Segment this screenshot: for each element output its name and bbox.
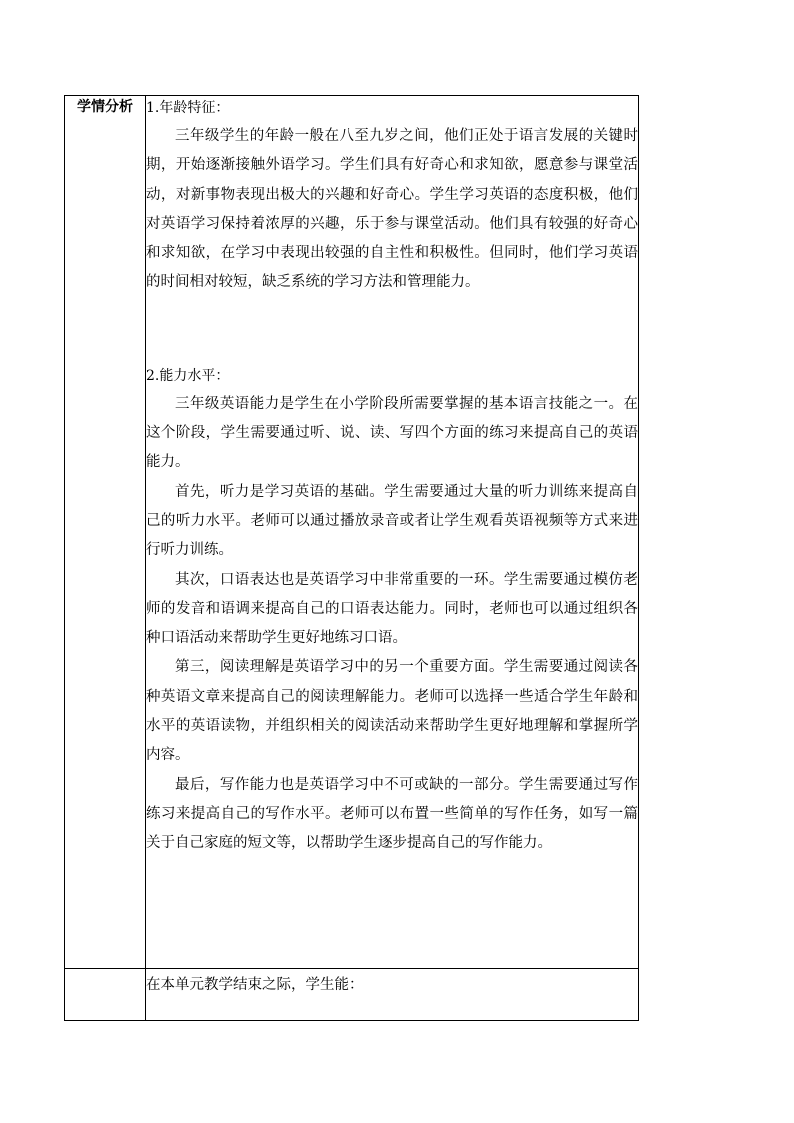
objectives-row xyxy=(65,969,639,1021)
paragraph: 首先，听力是学习英语的基础。学生需要通过大量的听力训练来提高自己的听力水平。老师可以通过播放录音或者让学生观看英语视频等方式来进行听力训练。 xyxy=(146,483,638,559)
section-title-age: 1.年龄特征： xyxy=(146,100,230,116)
paragraph: 三年级学生的年龄一般在八至九岁之间，他们正处于语言发展的关键时期，开始逐渐接触外语学习。学生们具有好奇心和求知欲，愿意参与课堂活动，对新事物表现出极大的兴趣和好奇心。学生学习英语的态度积极，他们对英语学习保持着浓厚的兴趣，乐于参与课堂活动。他们具有较强的好奇心和求知欲，在学习中表现出较强的自主性和积极性。但同时，他们学习英语的时间相对较短，缺乏系统的学习方法和管理能力。 xyxy=(146,128,638,291)
section-spacer xyxy=(146,298,638,364)
row-label: 学情分析 xyxy=(77,99,133,115)
section-title-ability: 2.能力水平： xyxy=(146,367,230,384)
row-label-cell xyxy=(65,96,146,969)
paragraph: 第三，阅读理解是英语学习中的另一个重要方面。学生需要通过阅读各种英语文章来提高自己的阅读理解能力。老师可以选择一些适合学生年龄和水平的英语读物，并组织相关的阅读活动来帮助学生更好地理解和掌握所学内容。 xyxy=(146,659,638,764)
paragraph: 其次，口语表达也是英语学习中非常重要的一环。学生需要通过模仿老师的发音和语调来提高自己的口语表达能力。同时，老师也可以通过组织各种口语活动来帮助学生更好地练习口语。 xyxy=(146,571,638,647)
row-label-cell xyxy=(65,969,146,1021)
paragraph: 最后，写作能力也是英语学习中不可或缺的一部分。学生需要通过写作练习来提高自己的写作水平。老师可以布置一些简单的写作任务，如写一篇关于自己家庭的短文等，以帮助学生逐步提高自己的写作能力。 xyxy=(146,776,638,852)
objectives-intro: 在本单元教学结束之际，学生能： xyxy=(146,977,364,993)
row-content-cell xyxy=(146,96,639,969)
student-analysis-row xyxy=(65,96,639,969)
analysis-table xyxy=(64,95,639,1021)
paragraph: 三年级英语能力是学生在小学阶段所需要掌握的基本语言技能之一。在这个阶段，学生需要通过听、说、读、写四个方面的练习来提高自己的英语能力。 xyxy=(146,395,638,471)
row-content-cell xyxy=(146,969,639,1021)
